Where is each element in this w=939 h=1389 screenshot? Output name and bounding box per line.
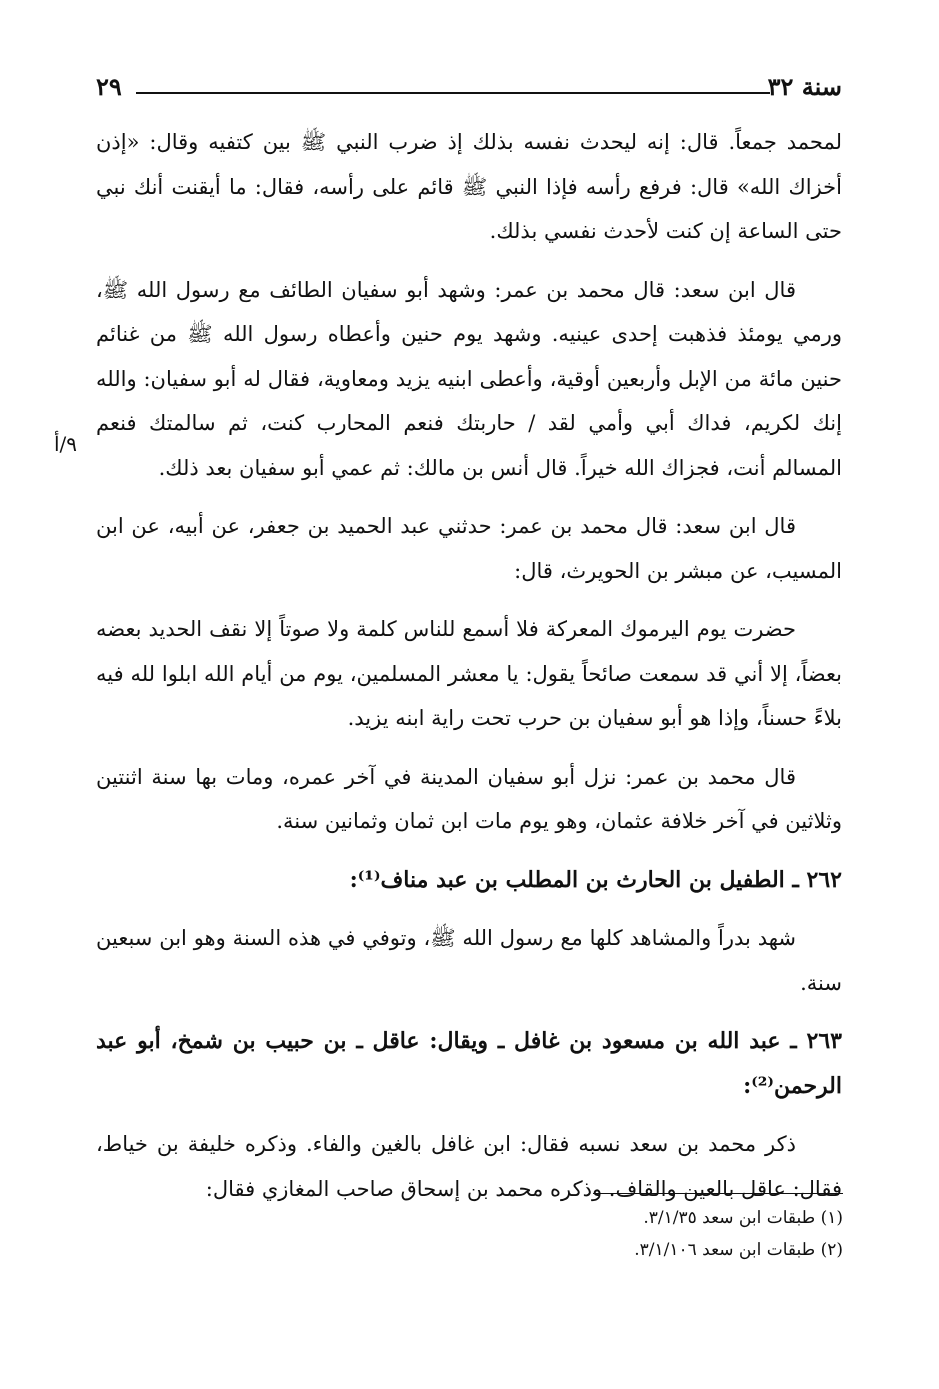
page-header: [96, 72, 842, 108]
paragraph: قال ابن سعد: قال محمد بن عمر: وشهد أبو سفيان الطائف مع رسول الله ﷺ، ورمي يومئذ فذهبت إحدى عينيه. وشهد يوم حنين وأعطاه رسول الله ﷺ من غنائم حنين مائة من الإبل وأربعين أوقية، وأعطى ابنيه يزيد ومعاوية، فقال له أبو سفيان: والله إنك لكريم، فداك أبي وأمي لقد / حاربتك فنعم المحارب كنت، ثم سالمتك فنعم المسالم أنت، فجزاك الله خيراً. قال أنس بن مالك: ثم عمي أبو سفيان بعد ذلك.: [96, 277, 842, 480]
paragraph: قال محمد بن عمر: نزل أبو سفيان المدينة في آخر عمره، ومات بها سنة اثنتين وثلاثين في آخر خلافة عثمان، وهو يوم مات ابن ثمان وثمانين سنة.: [96, 764, 842, 833]
footnotes: [97, 1202, 843, 1266]
header-rule: [136, 92, 770, 94]
paragraph: حضرت يوم اليرموك المعركة فلا أسمع للناس كلمة ولا صوتاً إلا نقف الحديد بعضه بعضاً، إلا أني قد سمعت صائحاً يقول: يا معشر المسلمين، يوم من أيام الله ابلوا لله فيه بلاءً حسناً، وإذا هو أبو سفيان بن حرب تحت راية ابنه يزيد.: [96, 617, 842, 730]
manuscript-folio-note: ٩/أ: [54, 432, 78, 456]
paragraph: قال ابن سعد: قال محمد بن عمر: حدثني عبد الحميد بن جعفر، عن أبيه، عن ابن المسيب، عن مبشر بن الحويرث، قال:: [96, 514, 842, 583]
footnote-rule: [593, 1193, 843, 1194]
page-number: ٢٩: [96, 72, 122, 101]
footnote: (١) طبقات ابن سعد ٣/١/٣٥.: [643, 1208, 843, 1228]
paragraph: لمحمد جمعاً. قال: إنه ليحدث نفسه بذلك إذ ضرب النبي ﷺ بين كتفيه وقال: «إذن أخزاك الله» قال: فرفع رأسه فإذا النبي ﷺ قائم على رأسه، فقال: ما أيقنت أنك نبي حتى الساعة إن كنت لأحدث نفسي بذلك.: [96, 130, 842, 243]
entry-heading: ٢٦٢ ـ الطفيل بن الحارث بن المطلب بن عبد مناف⁽¹⁾:: [349, 866, 842, 893]
paragraph: ذكر محمد بن سعد نسبه فقال: ابن غافل بالغين والفاء. وذكره خليفة بن خياط، فقال: عاقل بالعين والقاف. وذكره محمد بن إسحاق صاحب المغازي فقال:: [96, 1132, 842, 1201]
entry-heading: ٢٦٣ ـ عبد الله بن مسعود بن غافل ـ ويقال: عاقل ـ بن حبيب بن شمخ، أبو عبد الرحمن⁽²⁾:: [96, 1028, 842, 1099]
running-head-year: سنة ٣٢: [767, 72, 842, 101]
main-text: [96, 120, 842, 1225]
footnote: (٢) طبقات ابن سعد ٣/١/١٠٦.: [634, 1240, 843, 1260]
paragraph: شهد بدراً والمشاهد كلها مع رسول الله ﷺ، وتوفي في هذه السنة وهو ابن سبعين سنة.: [96, 926, 842, 995]
